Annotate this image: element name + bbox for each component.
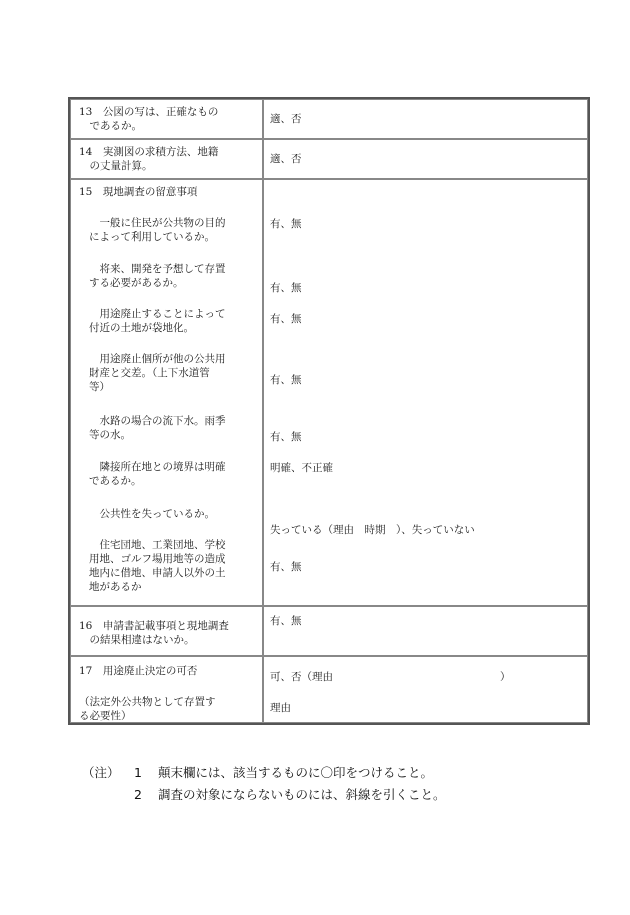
item-text: 16 申請書記載事項と現地調査 [79,620,229,632]
answer-choice[interactable]: 失っている（理由 時期 ）、失っていない [270,524,475,536]
answer-choice[interactable]: 可、否（理由 [270,671,333,683]
table-row-16 [70,606,588,656]
sub-item-text: 用途廃止することによって [89,308,226,320]
note-text: 顛末欄には、該当するものに〇印をつけること。 [158,765,434,780]
item-subtext: （法定外公共物として存置す [79,696,216,708]
table-row-17 [70,656,588,723]
sub-item-text: 一般に住民が公共物の目的 [89,217,226,229]
note-text: 調査の対象にならないものには、斜線を引くこと。 [158,787,446,802]
note-number: 1 [134,765,142,780]
answer-choice[interactable]: 有、無 [270,431,302,443]
item-text: 14 実測図の求積方法、地籍 [79,146,219,158]
item-text: の結果相違はないか。 [79,634,195,646]
sub-item-text: 住宅団地、工業団地、学校 [89,539,226,551]
answer-cell[interactable] [263,139,588,179]
answer-choice[interactable]: 有、無 [270,561,302,573]
sub-item-text: 将来、開発を予想して存置 [89,263,226,275]
sub-item-text: 公共性を失っているか。 [89,508,215,520]
item-cell [70,656,263,723]
item-cell [70,139,263,179]
item-cell [70,179,263,606]
answer-choice[interactable]: 適、否 [270,113,302,125]
answer-reason-label[interactable]: 理由 [270,702,291,714]
sub-item-text: 用地、ゴルフ場用地等の造成 [89,553,226,565]
answer-cell[interactable] [263,656,588,723]
note-number: 2 [134,787,142,802]
answer-choice[interactable]: 有、無 [270,218,302,230]
notes-label: （注） [82,765,120,780]
sub-item-text: 財産と交差。（上下水道管 [89,367,210,379]
answer-cell[interactable] [263,99,588,139]
sub-item-text: 用途廃止個所が他の公共用 [89,353,226,365]
answer-choice[interactable]: 有、無 [270,282,302,294]
sub-item-text: 等） [89,381,110,393]
item-text: の丈量計算。 [79,160,153,172]
item-text: であるか。 [79,120,142,132]
answer-cell[interactable] [263,606,588,656]
sub-item-text: 水路の場合の流下水。雨季 [89,415,226,427]
section-title: 15 現地調査の留意事項 [79,186,198,198]
sub-item-text: 等の水。 [89,429,131,441]
item-cell [70,99,263,139]
item-text: 17 用途廃止決定の可否 [79,665,198,677]
item-subtext: る必要性） [79,710,132,722]
item-text: 13 公図の写は、正確なもの [79,106,219,118]
sub-item-text: 地内に借地、申請人以外の土 [89,567,226,579]
sub-item-text: する必要があるか。 [89,277,184,289]
sub-item-text: 隣接所在地との境界は明確 [89,461,226,473]
table-row-15 [70,179,588,606]
sub-item-text: 地があるか [89,581,142,593]
checklist-table [68,97,590,725]
sub-item-text: であるか。 [89,475,142,487]
item-cell [70,606,263,656]
answer-close-paren: ） [500,671,511,683]
answer-choice[interactable]: 有、無 [270,374,302,386]
sub-item-text: によって利用しているか。 [89,231,215,243]
answer-cell[interactable] [263,179,588,606]
answer-choice[interactable]: 適、否 [270,153,302,165]
sub-item-text: 付近の土地が袋地化。 [89,322,194,334]
answer-choice[interactable]: 有、無 [270,615,302,627]
table-row-13 [70,99,588,139]
answer-choice[interactable]: 有、無 [270,313,302,325]
answer-choice[interactable]: 明確、不正確 [270,462,333,474]
table-row-14 [70,139,588,179]
